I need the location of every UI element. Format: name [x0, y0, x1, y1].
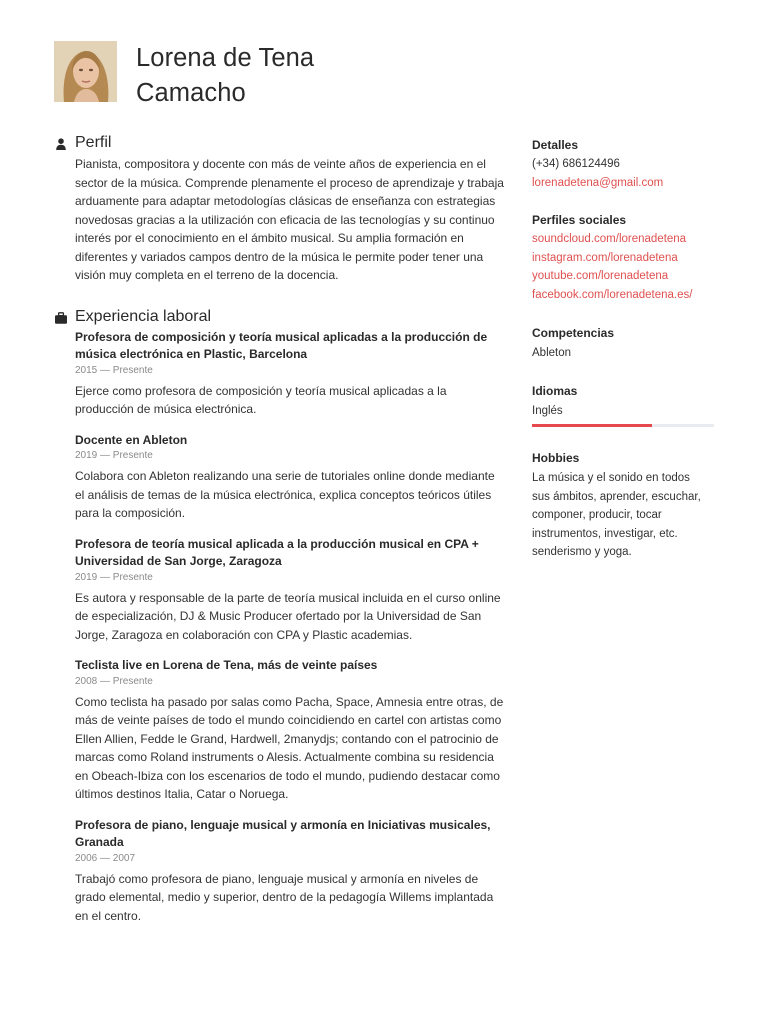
language-level-bar	[532, 424, 714, 427]
email-link[interactable]: lorenadetena@gmail.com	[532, 176, 664, 189]
job-title: Teclista live en Lorena de Tena, más de veinte países	[75, 658, 378, 672]
job-title: Profesora de composición y teoría musical aplicadas a la producción de música electrónica en Plastic, Barcelona	[75, 329, 488, 361]
skills-heading: Competencias	[532, 326, 615, 340]
job-entry	[75, 536, 506, 645]
job-description: Como teclista ha pasado por salas como Pacha, Space, Amnesia entre otras, de más de veinte países de todo el mundo coincidiendo en cartel con artistas como Ellen Allien, Fedde le Grand, Hardwell, 2manydjs; contando con el patrocinio de marcas como Roland instruments o Alesis. Actualmente combina su residencia en Obeach-Ibiza con los escenarios de todo el mundo, pudiendo destacar como últimos destinos Italia, Catar o Noruega.	[75, 694, 504, 801]
job-entry	[75, 432, 506, 523]
social-heading: Perfiles sociales	[532, 213, 627, 227]
hobbies-heading: Hobbies	[532, 451, 580, 465]
job-date: 2008 — Presente	[75, 675, 153, 687]
experience-section-header	[54, 307, 506, 329]
instagram-link[interactable]: instagram.com/lorenadetena	[532, 251, 678, 264]
name-line-2: Camacho	[136, 79, 246, 107]
briefcase-icon	[54, 311, 68, 325]
job-description: Es autora y responsable de la parte de teoría musical incluida en el curso online de especialización, DJ & Music Producer ofertado por la Universidad de San Jorge, Zaragoza en colaboración con CPA y Plastic academias.	[75, 590, 501, 642]
phone-number: (+34) 686124496	[532, 158, 620, 170]
job-description: Ejerce como profesora de composición y teoría musical aplicadas a la producción de música electrónica.	[75, 383, 447, 416]
job-description: Colabora con Ableton realizando una serie de tutoriales online donde mediante el análisis de temas de la música electrónica, explica conceptos teóricos útiles para la composición.	[75, 469, 495, 520]
job-title: Profesora de teoría musical aplicada a la producción musical en CPA + Universidad de San Jorge, Zaragoza	[75, 536, 479, 568]
job-date: 2019 — Presente	[75, 571, 153, 583]
job-date: 2019 — Presente	[75, 450, 153, 461]
sidebar	[532, 137, 714, 562]
language-level-fill	[532, 424, 652, 427]
job-entry	[75, 657, 506, 804]
languages-heading: Idiomas	[532, 383, 578, 398]
details-heading: Detalles	[532, 138, 579, 152]
language-item: Inglés	[532, 404, 563, 417]
profile-section-header	[54, 133, 506, 155]
profile-heading: Perfil	[75, 134, 112, 151]
hobbies-text: La música y el sonido en todos sus ámbitos, aprender, escuchar, componer, producir, tocar instrumentos, investigar, etc. senderismo y yoga.	[532, 472, 701, 558]
profile-text: Pianista, compositora y docente con más de veinte años de experiencia en el sector de la música. Comprende plenamente el proceso de aprendizaje y trabaja arduamente para adaptar metodologías clásicas de enseñanza con estrategias novedosas gracias a la utilización con eficacia de las tecnologías y su continuo interés por el conocimiento en el ámbito musical. Su amplia formación en diferentes y variados campos dentro de la música le permite poder tener una visión muy completa en el terreno de la docencia.	[75, 157, 504, 282]
job-entry	[75, 817, 506, 926]
profile-photo	[54, 41, 117, 102]
candidate-name	[136, 41, 314, 111]
main-column	[54, 133, 506, 925]
skill-item: Ableton	[532, 347, 572, 359]
job-date: 2006 — 2007	[75, 852, 136, 864]
soundcloud-link[interactable]: soundcloud.com/lorenadetena	[532, 233, 687, 245]
person-icon	[54, 137, 68, 151]
job-title: Docente en Ableton	[75, 432, 188, 447]
job-description: Trabajó como profesora de piano, lenguaje musical y armonía en niveles de grado elemental, medio y superior, dentro de la pedagogía Willems implantada en el centro.	[75, 871, 494, 923]
facebook-link[interactable]: facebook.com/lorenadetena.es/	[532, 288, 693, 301]
job-date: 2015 — Presente	[75, 364, 153, 376]
job-title: Profesora de piano, lenguaje musical y armonía en Iniciativas musicales, Granada	[75, 817, 491, 849]
experience-heading: Experiencia laboral	[75, 307, 212, 325]
name-line-1: Lorena de Tena	[136, 44, 315, 72]
job-entry	[75, 329, 506, 419]
youtube-link[interactable]: youtube.com/lorenadetena	[532, 270, 669, 282]
